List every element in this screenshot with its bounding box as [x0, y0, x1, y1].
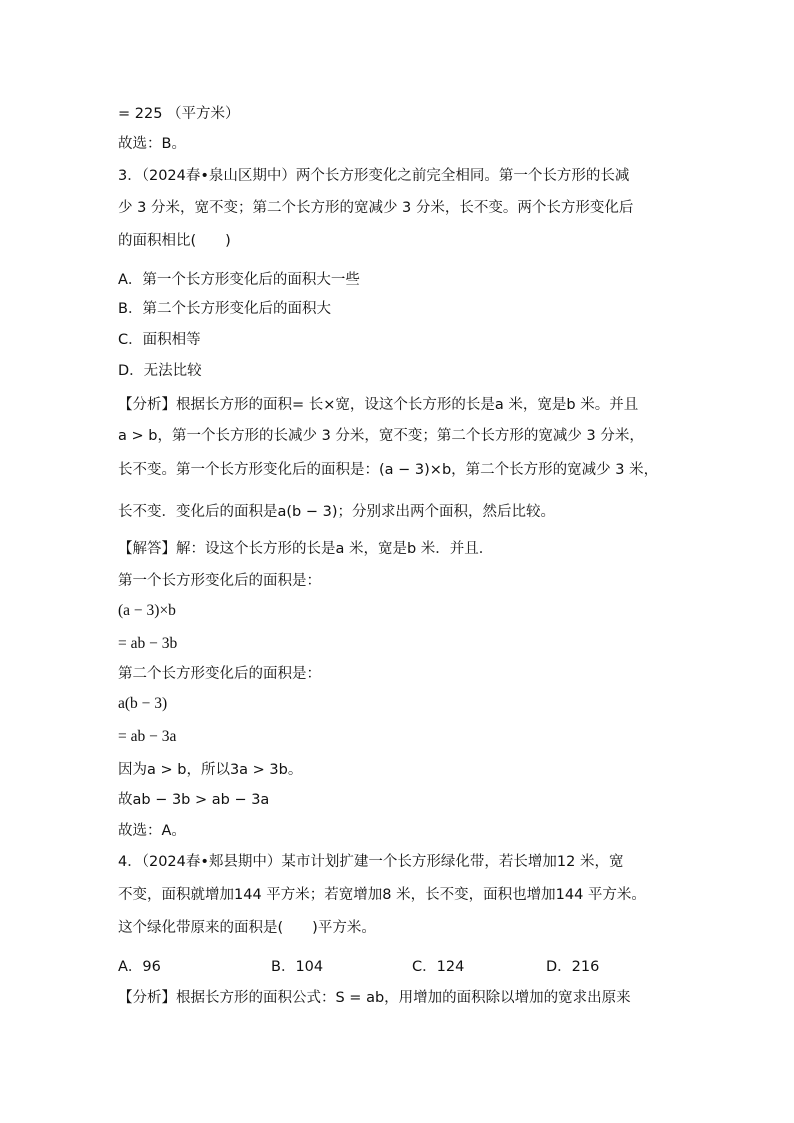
- option-a: A．96: [118, 959, 161, 975]
- analysis-line: a > b，第一个长方形的长减少 3 分米，宽不变；第二个长方形的宽减少 3 分米，: [118, 428, 644, 444]
- question-3-line: 3．（2024春•泉山区期中）两个长方形变化之前完全相同。第一个长方形的长减: [118, 168, 630, 184]
- solution-line: 故ab − 3b > ab − 3a: [118, 792, 270, 808]
- option-a: A．第一个长方形变化后的面积大一些: [118, 272, 360, 288]
- solution-line: 第二个长方形变化后的面积是：: [118, 666, 321, 682]
- option-c: C．面积相等: [118, 332, 201, 348]
- solution-line: 故选：A。: [118, 823, 186, 839]
- question-4-line: 不变，面积就增加144 平方米；若宽增加8 米，长不变，面积也增加144 平方米。: [118, 887, 646, 903]
- solution-line: 第一个长方形变化后的面积是：: [118, 573, 321, 589]
- option-d: D．无法比较: [118, 363, 202, 379]
- option-b: B．104: [271, 959, 324, 975]
- question-3-line: 少 3 分米，宽不变；第二个长方形的宽减少 3 分米，长不变。两个长方形变化后: [118, 200, 634, 216]
- solution-line: 【解答】解：设这个长方形的长是a 米，宽是b 米．并且．: [118, 541, 494, 557]
- question-4-line: 4．（2024春•郏县期中）某市计划扩建一个长方形绿化带，若长增加12 米，宽: [118, 854, 624, 870]
- math-expression: (a − 3)×b: [118, 602, 176, 619]
- option-d: D．216: [546, 959, 600, 975]
- math-expression: = ab − 3b: [118, 635, 178, 652]
- analysis-line: 长不变。第一个长方形变化后的面积是：(a − 3)×b，第二个长方形的宽减少 3 米，: [118, 462, 659, 478]
- analysis-line: 长不变．变化后的面积是a(b − 3)；分别求出两个面积，然后比较。: [118, 504, 555, 520]
- option-b: B．第二个长方形变化后的面积大: [118, 301, 331, 317]
- text-line: = 225 （平方米）: [118, 106, 240, 122]
- analysis-line: 【分析】根据长方形的面积公式：S = ab，用增加的面积除以增加的宽求出原来: [118, 990, 631, 1006]
- text-line: 故选：B。: [118, 136, 186, 152]
- question-3-line: 的面积相比( ): [118, 233, 231, 249]
- question-4-line: 这个绿化带原来的面积是( )平方米。: [118, 920, 376, 936]
- math-expression: a(b − 3): [118, 695, 168, 712]
- solution-line: 因为a > b，所以3a > 3b。: [118, 762, 303, 778]
- analysis-line: 【分析】根据长方形的面积= 长×宽，设这个长方形的长是a 米，宽是b 米。并且: [118, 397, 639, 413]
- option-c: C．124: [412, 959, 465, 975]
- math-expression: = ab − 3a: [118, 728, 177, 745]
